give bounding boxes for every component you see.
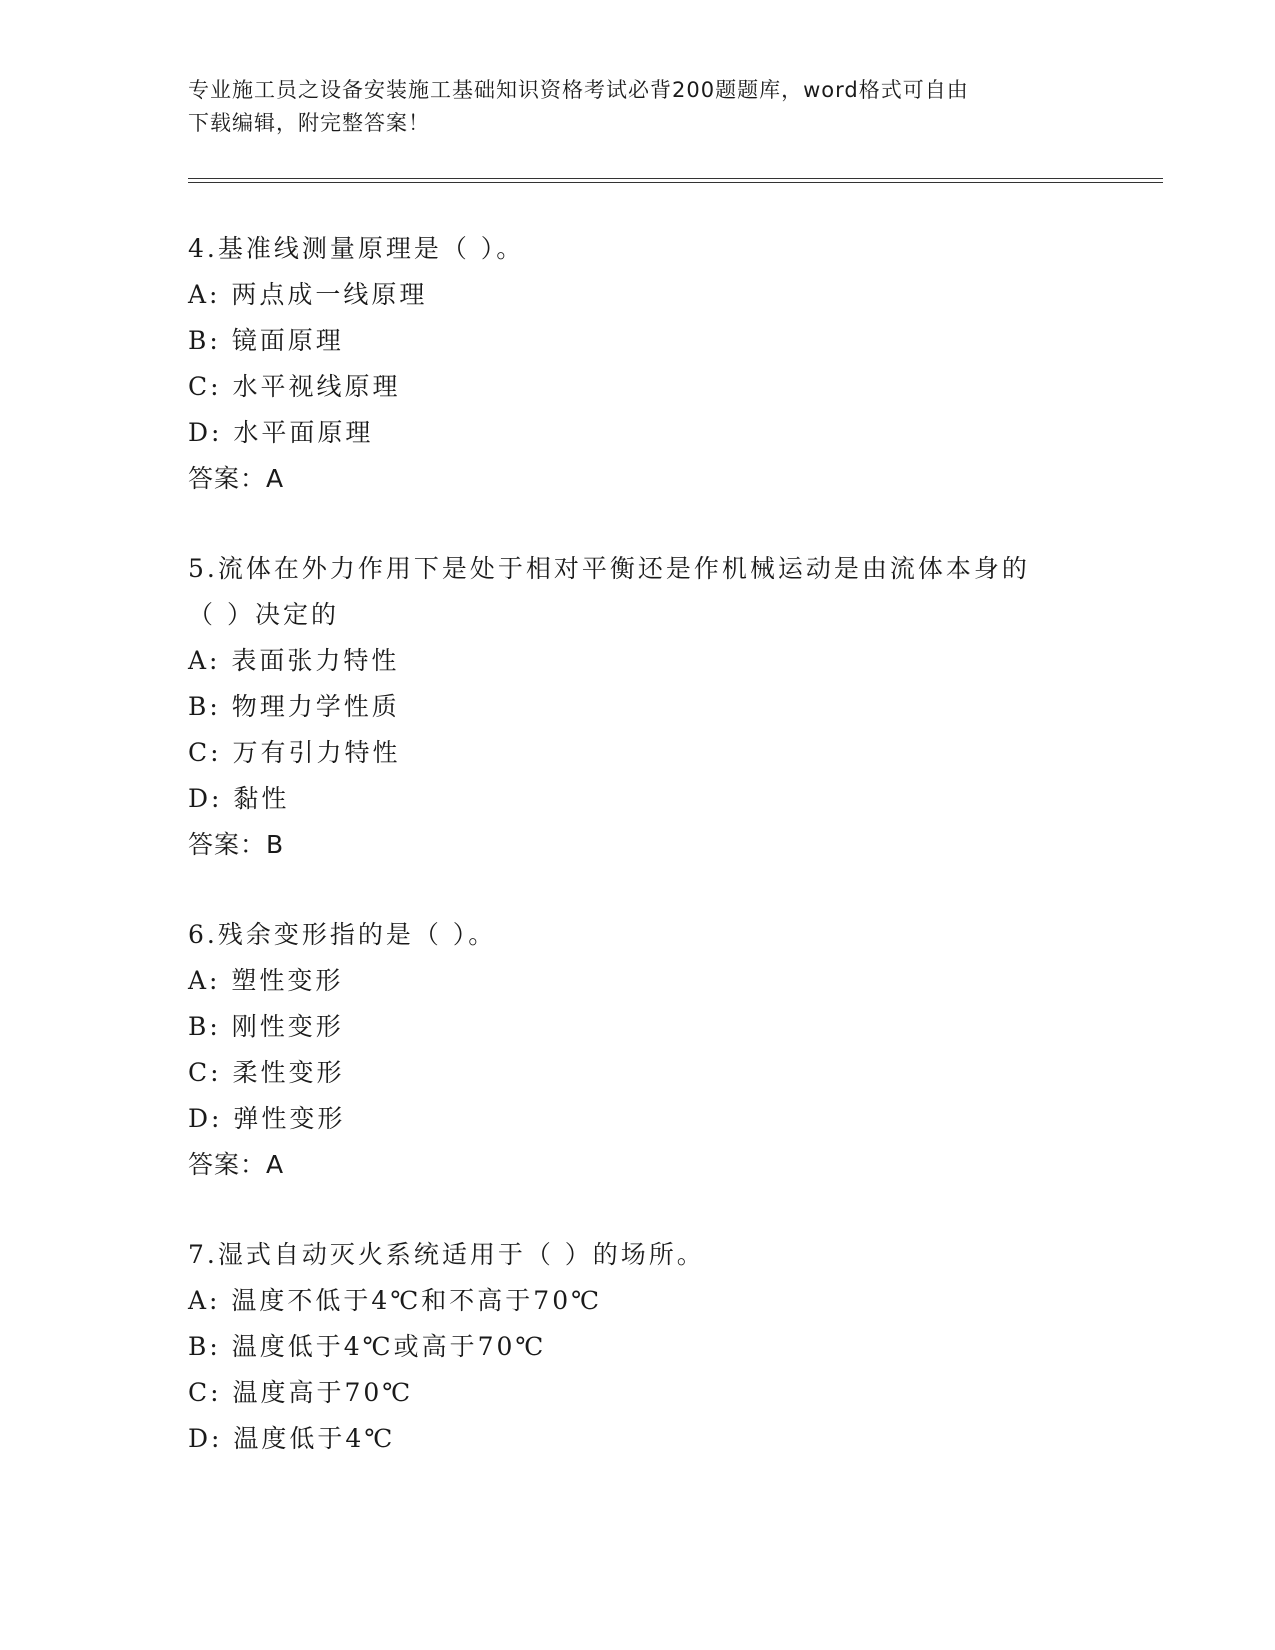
question-stem: 4.基准线测量原理是（ ）。	[188, 234, 525, 263]
option-b: B: 温度低于4℃或高于70℃	[188, 1332, 547, 1361]
option-a: A: 温度不低于4℃和不高于70℃	[188, 1286, 603, 1315]
option-d: D: 黏性	[188, 784, 290, 813]
question-5	[188, 546, 1088, 868]
option-c: C: 水平视线原理	[188, 372, 401, 401]
option-b: B: 物理力学性质	[188, 692, 400, 721]
option-a: A: 表面张力特性	[188, 646, 400, 675]
answer-line: 答案：A	[188, 1150, 285, 1179]
answer-line: 答案：A	[188, 464, 285, 493]
question-6	[188, 912, 1088, 1188]
question-stem: 5.流体在外力作用下是处于相对平衡还是作机械运动是由流体本身的	[188, 554, 1030, 583]
question-stem-continued: （ ）决定的	[188, 600, 339, 629]
header-line-1: 专业施工员之设备安装施工基础知识资格考试必背200题题库，word格式可自由	[188, 78, 969, 102]
option-c: C: 柔性变形	[188, 1058, 345, 1087]
option-d: D: 弹性变形	[188, 1104, 346, 1133]
header-divider	[188, 178, 1163, 183]
question-stem: 6.残余变形指的是（ ）。	[188, 920, 497, 949]
header-line-2: 下载编辑，附完整答案！	[188, 111, 430, 135]
option-c: C: 温度高于70℃	[188, 1378, 414, 1407]
answer-line: 答案：B	[188, 830, 285, 859]
question-7	[188, 1232, 1088, 1462]
question-stem: 7.湿式自动灭火系统适用于（ ）的场所。	[188, 1240, 705, 1269]
document-header	[188, 74, 1088, 140]
option-b: B: 刚性变形	[188, 1012, 344, 1041]
option-a: A: 两点成一线原理	[188, 280, 428, 309]
option-a: A: 塑性变形	[188, 966, 344, 995]
option-d: D: 水平面原理	[188, 418, 374, 447]
option-c: C: 万有引力特性	[188, 738, 401, 767]
option-b: B: 镜面原理	[188, 326, 344, 355]
option-d: D: 温度低于4℃	[188, 1424, 396, 1453]
question-4	[188, 226, 1088, 502]
